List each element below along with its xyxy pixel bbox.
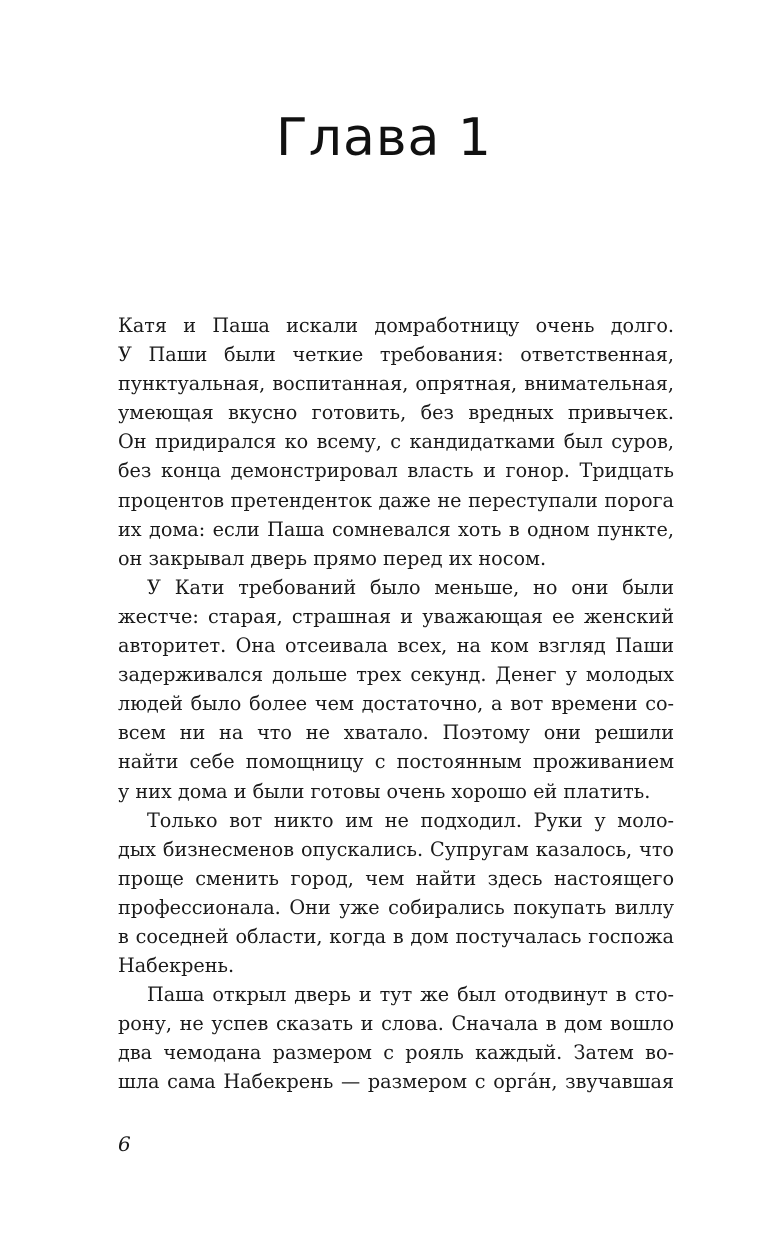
text-line: шла сама Набекрень — размером с орга́н, звучавшая [118, 1070, 674, 1094]
page-number: 6 [118, 1132, 131, 1156]
text-line: У Кати требований было меньше, но они были [147, 575, 674, 599]
text-line: профессионала. Они уже собирались покупать виллу [118, 895, 674, 919]
text-line: два чемодана размером с рояль каждый. Затем во- [118, 1041, 674, 1065]
text-line: без конца демонстрировал власть и гонор. Тридцать [118, 459, 674, 483]
text-line: их дома: если Паша сомневался хоть в одном пункте, [118, 517, 674, 541]
text-line: рону, не успев сказать и слова. Сначала в дом вошло [118, 1012, 674, 1036]
text-line: задерживался дольше трех секунд. Денег у молодых [118, 663, 674, 687]
text-line: авторитет. Она отсеивала всех, на ком взгляд Паши [118, 634, 674, 658]
text-line: найти себе помощницу с постоянным проживанием [118, 750, 674, 774]
text-line: процентов претенденток даже не переступали порога [118, 488, 674, 512]
text-line: у них дома и были готовы очень хорошо ей платить. [118, 779, 651, 803]
text-line: У Паши были четкие требования: ответственная, [118, 343, 674, 367]
chapter-title: Глава 1 [276, 108, 492, 168]
text-line: жестче: старая, страшная и уважающая ее женский [118, 604, 674, 628]
text-line: проще сменить город, чем найти здесь настоящего [118, 866, 674, 890]
text-line: Паша открыл дверь и тут же был отодвинут в сто- [147, 983, 674, 1007]
text-line: всем ни на что не хватало. Поэтому они решили [118, 721, 674, 745]
text-line: Набекрень. [118, 954, 235, 978]
text-line: пунктуальная, воспитанная, опрятная, внимательная, [118, 372, 674, 396]
text-line: Катя и Паша искали домработницу очень долго. [118, 314, 674, 337]
text-line: людей было более чем достаточно, а вот времени со- [118, 692, 674, 716]
body-text [118, 311, 674, 1097]
text-line: дых бизнесменов опускались. Супругам казалось, что [118, 837, 674, 861]
text-line: в соседней области, когда в дом постучалась госпожа [118, 924, 674, 948]
text-line: Только вот никто им не подходил. Руки у моло- [147, 808, 674, 832]
text-line: он закрывал дверь прямо перед их носом. [118, 546, 547, 570]
text-line: Он придирался ко всему, с кандидатками был суров, [118, 430, 674, 454]
text-line: умеющая вкусно готовить, без вредных привычек. [118, 401, 674, 425]
